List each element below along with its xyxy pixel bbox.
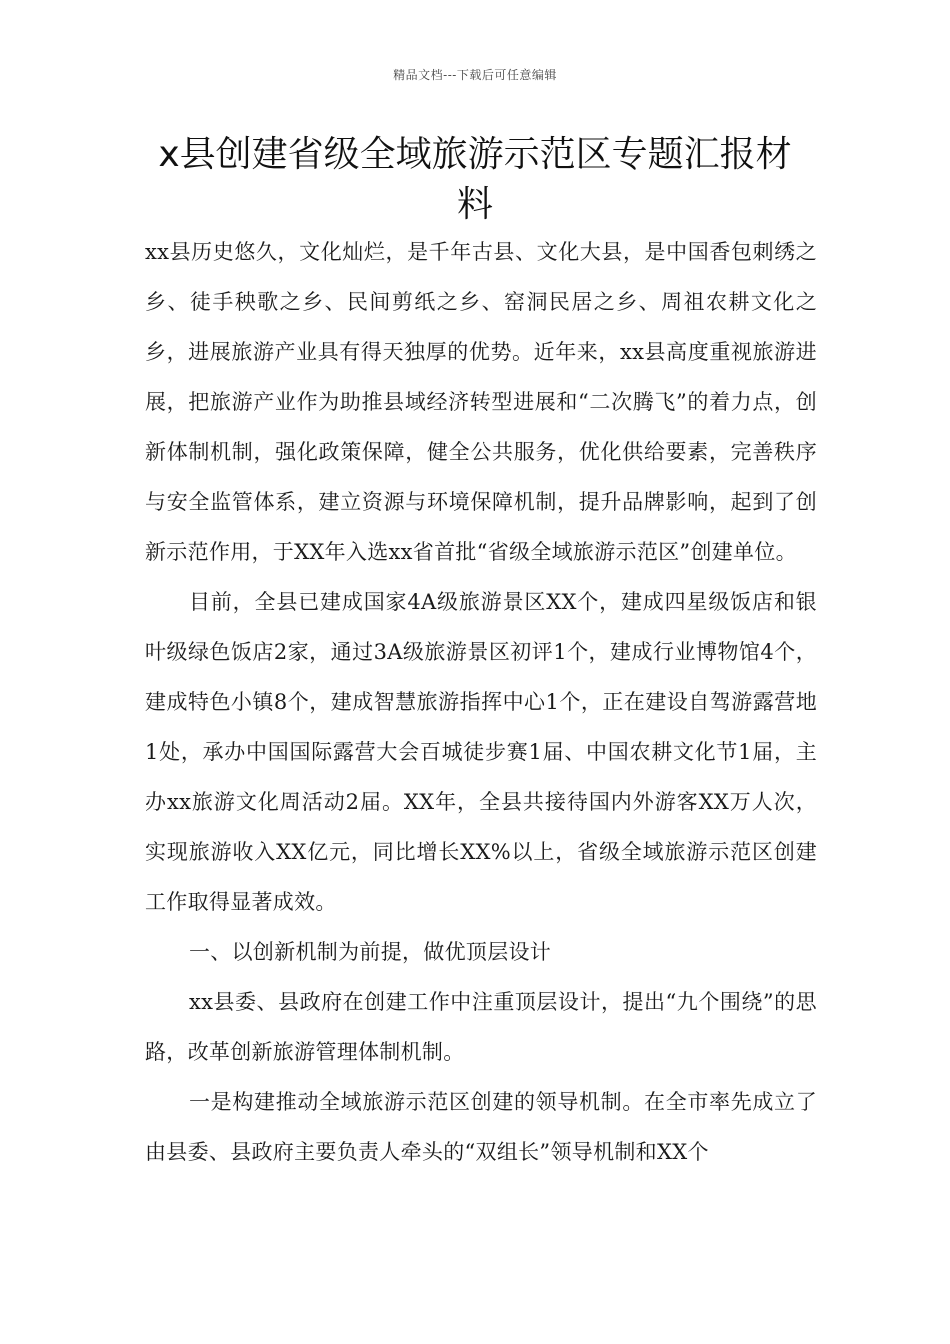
document-body	[145, 227, 817, 1177]
paragraph-intro: xx县历史悠久，文化灿烂，是千年古县、文化大县，是中国香包刺绣之乡、徒手秧歌之乡、民间剪纸之乡、窑洞民居之乡、周祖农耕文化之乡，进展旅游产业具有得天独厚的优势。近年来，xx县高度重视旅游进展，把旅游产业作为助推县域经济转型进展和“二次腾飞”的着力点，创新体制机制，强化政策保障，健全公共服务，优化供给要素，完善秩序与安全监管体系，建立资源与环境保障机制，提升品牌影响，起到了创新示范作用，于XX年入选xx省首批“省级全域旅游示范区”创建单位。	[145, 240, 817, 564]
section-heading: 一、以创新机制为前提，做优顶层设计	[189, 940, 552, 964]
header-note: 精品文档---下载后可任意编辑	[393, 68, 557, 82]
paragraph-top-design: xx县委、县政府在创建工作中注重顶层设计，提出“九个围绕”的思路，改革创新旅游管理体制机制。	[145, 990, 817, 1064]
document-title: x县创建省级全域旅游示范区专题汇报材料	[158, 134, 792, 225]
paragraph-achievements: 目前，全县已建成国家4A级旅游景区XX个，建成四星级饭店和银叶级绿色饭店2家，通过3A级旅游景区初评1个，建成行业博物馆4个，建成特色小镇8个，建成智慧旅游指挥中心1个，正在建设自驾游露营地1处，承办中国国际露营大会百城徒步赛1届、中国农耕文化节1届，主办xx旅游文化周活动2届。XX年，全县共接待国内外游客XX万人次，实现旅游收入XX亿元，同比增长XX%以上，省级全域旅游示范区创建工作取得显著成效。	[145, 590, 817, 914]
paragraph-leadership: 一是构建推动全域旅游示范区创建的领导机制。在全市率先成立了由县委、县政府主要负责人牵头的“双组长”领导机制和XX个	[145, 1090, 817, 1164]
